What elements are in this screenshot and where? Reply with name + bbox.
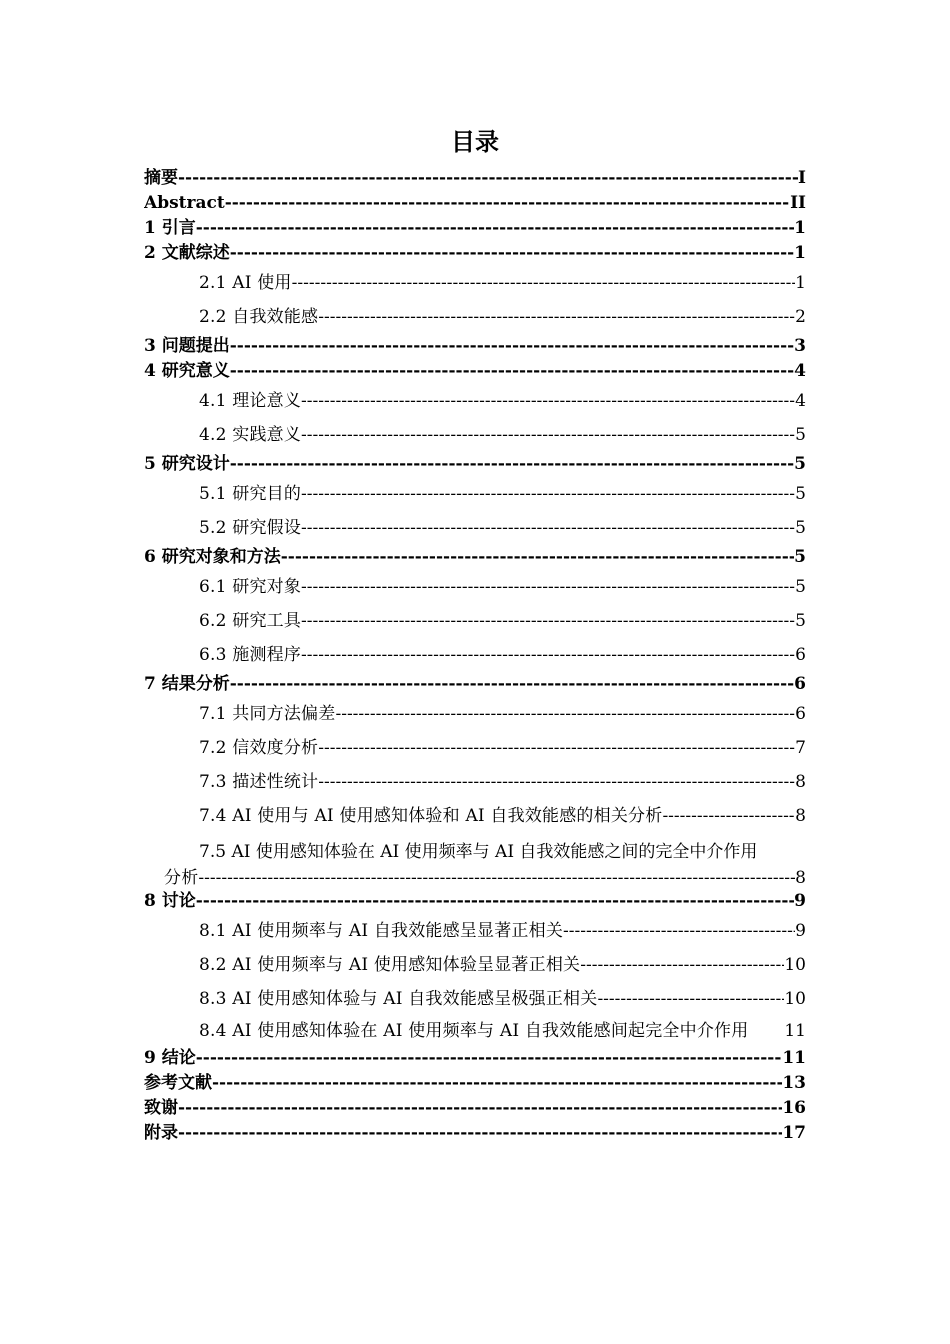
toc-entry-6-3[interactable] (144, 638, 806, 672)
dot-leader (178, 1121, 782, 1146)
toc-entry-label: 8.3 AI 使用感知体验与 AI 自我效能感呈极强正相关 (199, 989, 598, 1009)
dot-leader (178, 1096, 782, 1121)
toc-page-number: 6 (795, 704, 806, 724)
toc-entry-label: 1 引言 (144, 218, 196, 238)
dot-leader (301, 511, 795, 545)
toc-page-number: 1 (794, 218, 806, 238)
toc-entry-label: 4 研究意义 (144, 361, 230, 381)
toc-page-number: II (790, 193, 806, 213)
dot-leader (318, 300, 795, 334)
toc-entry-label: 6.3 施测程序 (199, 645, 302, 665)
toc-entry-label: 5.2 研究假设 (199, 518, 302, 538)
toc-entry-8-2[interactable] (144, 948, 806, 982)
toc-page-number: 1 (795, 273, 806, 293)
toc-entry-label: 7.3 描述性统计 (199, 772, 319, 792)
toc-entry-4[interactable] (144, 359, 806, 384)
toc-entry-1[interactable] (144, 216, 806, 241)
toc-entry-label: 5.1 研究目的 (199, 484, 302, 504)
toc-entry-7[interactable] (144, 672, 806, 697)
dot-leader (292, 266, 796, 300)
toc-entry-label: Abstract (144, 193, 225, 213)
dot-leader (301, 418, 795, 452)
toc-entry-7-1[interactable] (144, 697, 806, 731)
toc-entry-label: 7.4 AI 使用与 AI 使用感知体验和 AI 自我效能感的相关分析 (199, 806, 663, 826)
toc-entry-label: 8 讨论 (144, 891, 196, 911)
toc-page-number: 5 (794, 547, 806, 567)
toc-page-number: 7 (795, 738, 806, 758)
dot-leader (198, 867, 795, 889)
toc-page-number: 5 (795, 577, 806, 597)
dot-leader (230, 334, 794, 359)
toc-page-number: 16 (782, 1098, 806, 1118)
dot-leader (301, 570, 795, 604)
dot-leader (196, 889, 794, 914)
toc-entry-2-2[interactable] (144, 300, 806, 334)
toc-page-number: 10 (784, 989, 806, 1009)
dot-leader (230, 359, 794, 384)
toc-page-number: 6 (794, 674, 806, 694)
table-of-contents (144, 166, 806, 1146)
dot-leader (212, 1071, 782, 1096)
toc-entry-5-2[interactable] (144, 511, 806, 545)
dot-leader (281, 545, 794, 570)
toc-page-number: 5 (795, 484, 806, 504)
toc-entry-label: 致谢 (144, 1098, 178, 1118)
toc-entry-9[interactable] (144, 1046, 806, 1071)
toc-page-number: 13 (782, 1073, 806, 1093)
toc-entry-label-continued: 分析 (164, 868, 199, 888)
toc-entry-references[interactable] (144, 1071, 806, 1096)
toc-page-number: 5 (794, 454, 806, 474)
toc-entry-7-4[interactable] (144, 799, 806, 833)
toc-page-number: 6 (795, 645, 806, 665)
toc-entry-label: 7.5 AI 使用感知体验在 AI 使用频率与 AI 自我效能感之间的完全中介作用 (199, 842, 758, 862)
dot-leader (230, 452, 794, 477)
toc-entry-4-1[interactable] (144, 384, 806, 418)
dot-leader (230, 672, 794, 697)
toc-entry-5-1[interactable] (144, 477, 806, 511)
dot-leader (225, 191, 790, 216)
toc-entry-label: 4.2 实践意义 (199, 425, 302, 445)
toc-entry-label: 9 结论 (144, 1048, 196, 1068)
toc-entry-abstract-cn[interactable] (144, 166, 806, 191)
toc-page-number: 17 (782, 1123, 806, 1143)
toc-entry-8-4[interactable] (144, 1016, 806, 1046)
toc-entry-8-3[interactable] (144, 982, 806, 1016)
toc-page-number: 4 (795, 391, 806, 411)
toc-entry-7-2[interactable] (144, 731, 806, 765)
toc-entry-appendix[interactable] (144, 1121, 806, 1146)
toc-entry-6-2[interactable] (144, 604, 806, 638)
toc-page-number: 9 (794, 891, 806, 911)
toc-entry-8[interactable] (144, 889, 806, 914)
dot-leader (230, 241, 794, 266)
toc-page-number: 3 (794, 336, 806, 356)
toc-page-number: 10 (784, 955, 806, 975)
dot-leader (318, 731, 795, 765)
toc-entry-label: 8.2 AI 使用频率与 AI 使用感知体验呈显著正相关 (199, 955, 581, 975)
toc-page-number: 4 (794, 361, 806, 381)
toc-entry-4-2[interactable] (144, 418, 806, 452)
toc-entry-8-1[interactable] (144, 914, 806, 948)
page-title: 目录 (451, 128, 499, 156)
toc-entry-label: 2.2 自我效能感 (199, 307, 319, 327)
toc-page-number: 8 (795, 806, 806, 826)
dot-leader (196, 216, 794, 241)
toc-page-number: I (798, 168, 806, 188)
toc-entry-label: 2.1 AI 使用 (199, 273, 292, 293)
toc-entry-label: 7.2 信效度分析 (199, 738, 319, 758)
dot-leader (597, 982, 784, 1016)
dot-leader (318, 765, 795, 799)
toc-entry-7-5[interactable] (144, 837, 806, 889)
toc-entry-3[interactable] (144, 334, 806, 359)
toc-page-number: 5 (795, 518, 806, 538)
toc-entry-label: 8.1 AI 使用频率与 AI 自我效能感呈显著正相关 (199, 921, 564, 941)
dot-leader (196, 1046, 783, 1071)
dot-leader (580, 948, 784, 982)
toc-entry-6[interactable] (144, 545, 806, 570)
dot-leader (178, 166, 798, 191)
dot-leader (335, 697, 795, 731)
toc-entry-label: 8.4 AI 使用感知体验在 AI 使用频率与 AI 自我效能感间起完全中介作用 (199, 1021, 749, 1041)
toc-page-number: 2 (795, 307, 806, 327)
dot-leader (301, 604, 795, 638)
toc-entry-6-1[interactable] (144, 570, 806, 604)
toc-page-number: 5 (795, 425, 806, 445)
toc-entry-5[interactable] (144, 452, 806, 477)
toc-page-number: 11 (782, 1048, 806, 1068)
toc-entry-acknowledgements[interactable] (144, 1096, 806, 1121)
toc-entry-label: 附录 (144, 1123, 178, 1143)
toc-entry-label: 6.1 研究对象 (199, 577, 302, 597)
dot-leader (301, 384, 795, 418)
dot-leader (563, 914, 795, 948)
toc-page-number: 9 (795, 921, 806, 941)
toc-entry-label: 3 问题提出 (144, 336, 230, 356)
toc-entry-7-3[interactable] (144, 765, 806, 799)
toc-page-number: 1 (794, 243, 806, 263)
toc-entry-label: 摘要 (144, 168, 178, 188)
toc-entry-label: 7 结果分析 (144, 674, 230, 694)
toc-entry-label: 6 研究对象和方法 (144, 547, 281, 567)
dot-leader (301, 477, 795, 511)
toc-page-number: 5 (795, 611, 806, 631)
toc-entry-label: 5 研究设计 (144, 454, 230, 474)
toc-entry-label: 6.2 研究工具 (199, 611, 302, 631)
toc-entry-label: 4.1 理论意义 (199, 391, 302, 411)
toc-page-number: 11 (784, 1021, 806, 1041)
toc-entry-2-1[interactable] (144, 266, 806, 300)
toc-entry-label: 2 文献综述 (144, 243, 230, 263)
dot-leader (301, 638, 795, 672)
toc-page-number: 8 (795, 868, 806, 888)
toc-entry-abstract-en[interactable] (144, 191, 806, 216)
toc-entry-label: 7.1 共同方法偏差 (199, 704, 336, 724)
toc-entry-label: 参考文献 (144, 1073, 212, 1093)
dot-leader (662, 799, 795, 833)
toc-page-number: 8 (795, 772, 806, 792)
toc-entry-2[interactable] (144, 241, 806, 266)
